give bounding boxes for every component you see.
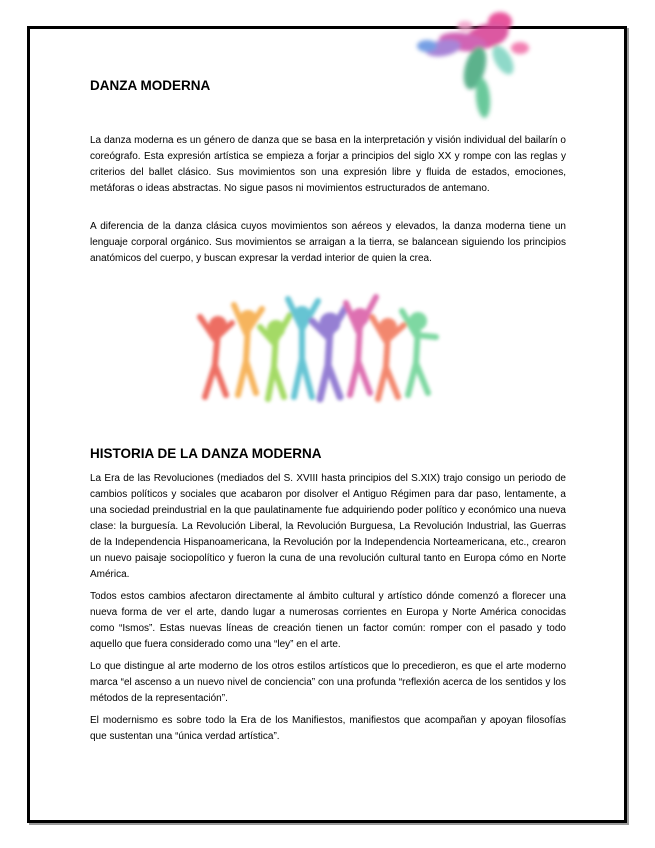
intro-paragraph-1: La danza moderna es un género de danza que se basa en la interpretación y visión individual del bailarín o coreógrafo. Esta expresión artística se empieza a forjar a principios del siglo XX y rompe con las reglas y criterios del ballet clásico. Sus movimientos son una expresión libre y fluida de estados, emociones, metáforas o ideas abstractas. No sigue pasos ni movimientos estructurados de antemano. bbox=[90, 135, 566, 194]
watercolor-dancers-illustration bbox=[190, 287, 445, 412]
history-heading: HISTORIA DE LA DANZA MODERNA bbox=[90, 446, 322, 461]
page-title: DANZA MODERNA bbox=[90, 78, 211, 93]
history-paragraph-4: El modernismo es sobre todo la Era de los Manifiestos, manifiestos que acompañan y apoyan filosofías que sustentan una “única verdad artística”. bbox=[90, 715, 566, 742]
intro-paragraph-2: A diferencia de la danza clásica cuyos movimientos son aéreos y elevados, la danza moderna tiene un lenguaje corporal orgánico. Sus movimientos se arraigan a la tierra, se balancean siguiendo los principios anatómicos del cuerpo, y buscan expresar la verdad interior de quien la crea. bbox=[90, 221, 566, 264]
history-paragraph-1: La Era de las Revoluciones (mediados del S. XVIII hasta principios del S.XIX) trajo consigo un periodo de cambios políticos y sociales que acabaron por disolver el Antiguo Régimen para dar paso, lentamente, a una sociedad preindustrial en la que paulatinamente fue adquiriendo poder político y económico una nueva clase: la burguesía. La Revolución Liberal, la Revolución Burguesa, La Revolución Industrial, las Guerras de la Independencia Hispanoamericana, la Revolución por la Independencia Norteamericana, etc., crearon un nuevo paisaje sociopolítico y fueron la cuna de una revolución cultural tanto en Europa cómo en Norte América. bbox=[90, 473, 566, 580]
history-paragraph-3: Lo que distingue al arte moderno de los otros estilos artísticos que lo precedieron, es que el arte moderno marca “el ascenso a un nuevo nivel de conciencia” con una profunda “reflexión acerca de los sentidos y los métodos de la representación”. bbox=[90, 661, 566, 704]
watercolor-dancer-illustration bbox=[405, 6, 535, 126]
history-paragraph-2: Todos estos cambios afectaron directamente al ámbito cultural y artístico dónde comenzó a florecer una nueva forma de ver el arte, dando lugar a numerosas corrientes en Europa y Norte América conocidas como “Ismos”. Estas nuevas líneas de creación tienen un factor común: romper con el pasado y todo aquello que fuera considerado como una “ley” en el arte. bbox=[90, 591, 566, 650]
